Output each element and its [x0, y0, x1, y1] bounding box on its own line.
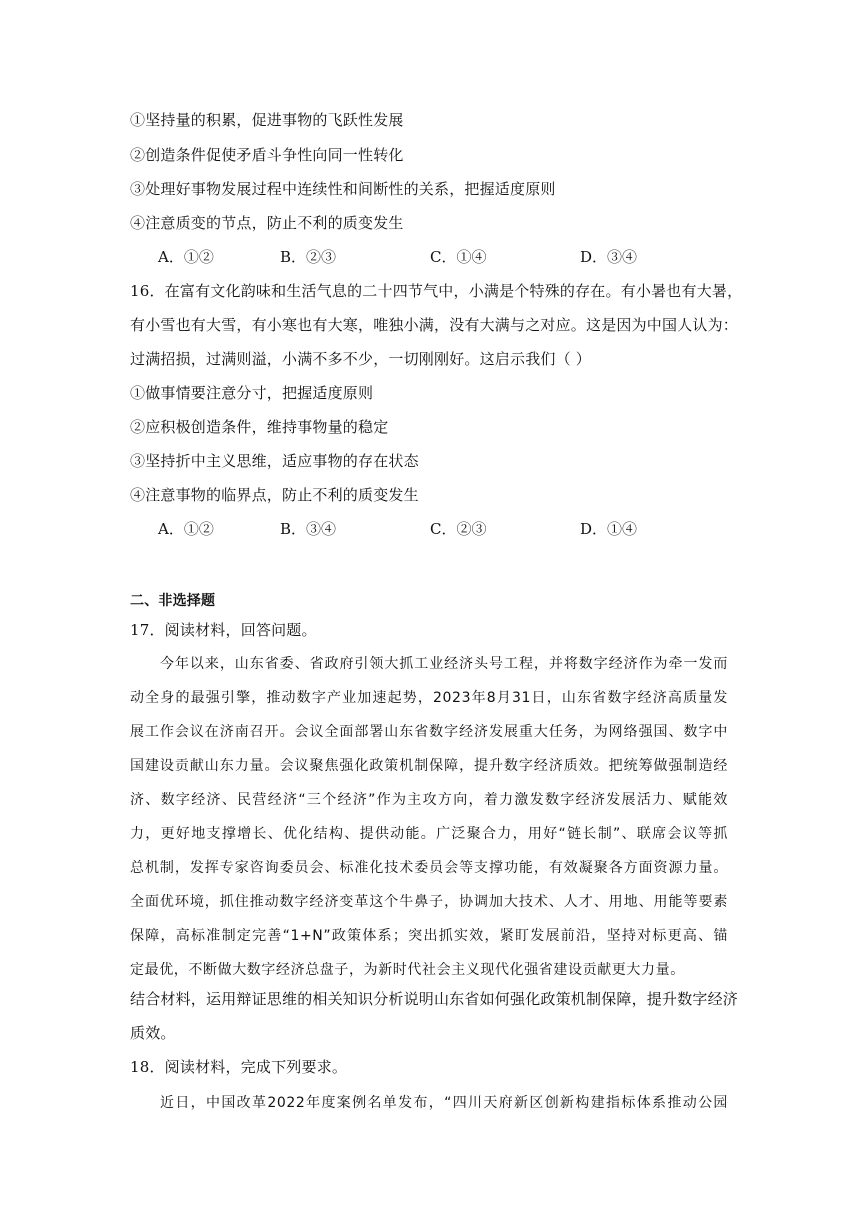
q16-option-b: B．③④ [280, 520, 337, 538]
q15-option-c: C．①④ [430, 248, 487, 266]
section-heading: 二、非选择题 [130, 593, 216, 609]
q16-item-2: ②应积极创造条件，维持事物量的稳定 [130, 418, 389, 436]
q17-material-line-4: 国建设贡献山东力量。会议聚焦强化政策机制保障，提升数字经济质效。把统筹做强制造经 [130, 758, 728, 774]
q17-material-line-7: 总机制，发挥专家咨询委员会、标准化技术委员会等支撑功能，有效凝聚各方面资源力量。 [130, 860, 728, 876]
q16-option-d: D．①④ [580, 520, 638, 538]
q17-material-line-1: 今年以来，山东省委、省政府引领大抓工业经济头号工程，并将数字经济作为牵一发而 [160, 656, 728, 672]
q16-item-3: ③坚持折中主义思维，适应事物的存在状态 [130, 452, 419, 470]
q17-material-line-5: 济、数字经济、民营经济“三个经济”作为主攻方向，着力激发数字经济发展活力、赋能效 [130, 792, 728, 808]
q17-material-line-10: 定最优，不断做大数字经济总盘子，为新时代社会主义现代化强省建设贡献更大力量。 [130, 962, 685, 978]
q16-item-1: ①做事情要注意分寸，把握适度原则 [130, 384, 374, 402]
q17-material-line-2: 动全身的最强引擎，推动数字产业加速起势，2023年8月31日，山东省数字经济高质量发 [130, 690, 728, 706]
q15-option-b: B．②③ [280, 248, 337, 266]
q16-option-a: A．①② [158, 520, 214, 538]
q17-stem: 17．阅读材料，回答问题。 [130, 621, 317, 639]
q17-material-line-9: 保障，高标准制定完善“1+N”政策体系；突出抓实效，紧盯发展前沿，坚持对标更高、锚 [130, 928, 728, 944]
q16-stem-line-1: 16．在富有文化韵味和生活气息的二十四节气中，小满是个特殊的存在。有小暑也有大暑， [130, 282, 743, 300]
q15-item-2: ②创造条件促使矛盾斗争性向同一性转化 [130, 146, 404, 164]
q16-stem-line-3: 过满招损，过满则溢，小满不多不少，一切刚刚好。这启示我们（ ） [130, 350, 591, 368]
q17-material-line-8: 全面优环境，抓住推动数字经济变革这个牛鼻子，协调加大技术、人才、用地、用能等要素 [130, 894, 728, 910]
q15-item-4: ④注意质变的节点，防止不利的质变发生 [130, 214, 404, 232]
q15-option-d: D．③④ [580, 248, 638, 266]
q15-item-3: ③处理好事物发展过程中连续性和间断性的关系，把握适度原则 [130, 180, 556, 198]
q17-question-line-1: 结合材料，运用辩证思维的相关知识分析说明山东省如何强化政策机制保障，提升数字经济 [130, 990, 739, 1008]
q15-option-a: A．①② [158, 248, 214, 266]
q17-material-line-6: 力，更好地支撑增长、优化结构、提供动能。广泛聚合力，用好“链长制”、联席会议等抓 [130, 826, 728, 842]
q15-item-1: ①坚持量的积累，促进事物的飞跃性发展 [130, 111, 404, 129]
q16-option-c: C．②③ [430, 520, 487, 538]
q18-material-line-1: 近日，中国改革2022年度案例名单发布，“四川天府新区创新构建指标体系推动公园 [160, 1095, 728, 1111]
q16-stem-line-2: 有小雪也有大雪，有小寒也有大寒，唯独小满，没有大满与之对应。这是因为中国人认为： [130, 316, 739, 334]
q17-question-line-2: 质效。 [130, 1024, 176, 1042]
q17-material-line-3: 展工作会议在济南召开。会议全面部署山东省数字经济发展重大任务，为网络强国、数字中 [130, 724, 728, 740]
q18-stem: 18．阅读材料，完成下列要求。 [130, 1058, 348, 1076]
q16-item-4: ④注意事物的临界点，防止不利的质变发生 [130, 486, 419, 504]
